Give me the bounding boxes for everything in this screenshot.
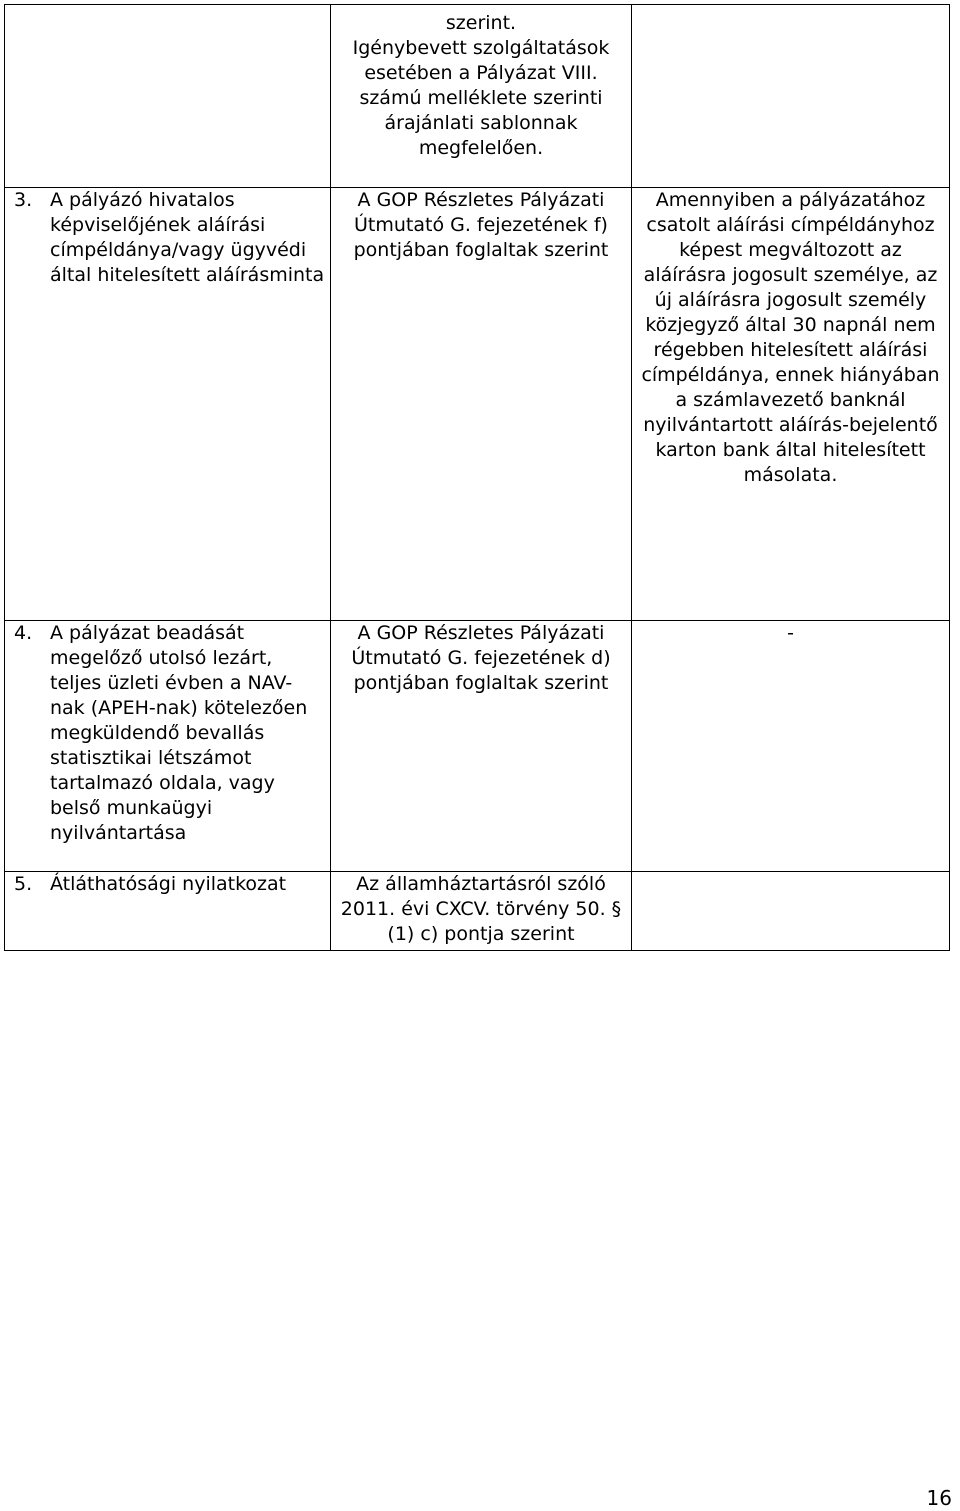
row3-col1-cell: [5, 621, 331, 872]
table-row: [5, 5, 950, 188]
row1-col3-cell: [632, 5, 950, 188]
document-name: Átláthatósági nyilatkozat: [50, 873, 287, 895]
table-row: [5, 872, 950, 951]
row2-col3-cell: Amennyiben a pályázatához csatolt aláírási címpéldányhoz képest megváltozott az aláírásra jogosult személye, az új aláírásra jogosult személy közjegyző által 30 napnál nem régebben hitelesített aláírási címpéldánya, ennek hiányában a számlavezető banknál nyilvántartott aláírás-bejelentő karton bank által hitelesített másolata.: [632, 188, 950, 621]
row4-col2-cell: Az államháztartásról szóló 2011. évi CXCV. törvény 50. § (1) c) pontja szerint: [331, 872, 632, 951]
document-name: A pályázó hivatalos képviselőjének aláírási címpéldánya/vagy ügyvédi által hitelesített aláírásminta: [50, 189, 325, 286]
row1-col2-cell: szerint. Igénybevett szolgáltatások esetében a Pályázat VIII. számú melléklete szerinti árajánlati sablonnak megfelelően.: [331, 5, 632, 188]
row4-col1-cell: [5, 872, 331, 951]
item-number: 4.: [14, 622, 33, 644]
table-row: [5, 621, 950, 872]
row2-col2-cell: A GOP Részletes Pályázati Útmutató G. fejezetének f) pontjában foglaltak szerint: [331, 188, 632, 621]
row3-col3-cell: -: [632, 621, 950, 872]
page-number: 16: [926, 1486, 952, 1510]
item-number: 5.: [14, 873, 33, 895]
row2-col1-cell: [5, 188, 331, 621]
row1-col1-cell: [5, 5, 331, 188]
table-row: [5, 188, 950, 621]
document-table: [4, 4, 950, 951]
item-number: 3.: [14, 189, 33, 211]
row3-col2-cell: A GOP Részletes Pályázati Útmutató G. fejezetének d) pontjában foglaltak szerint: [331, 621, 632, 872]
document-name: A pályázat beadását megelőző utolsó lezárt, teljes üzleti évben a NAV-nak (APEH-nak) kötelezően megküldendő bevallás statisztikai létszámot tartalmazó oldala, vagy belső munkaügyi nyilvántartása: [50, 622, 308, 844]
row4-col3-cell: [632, 872, 950, 951]
